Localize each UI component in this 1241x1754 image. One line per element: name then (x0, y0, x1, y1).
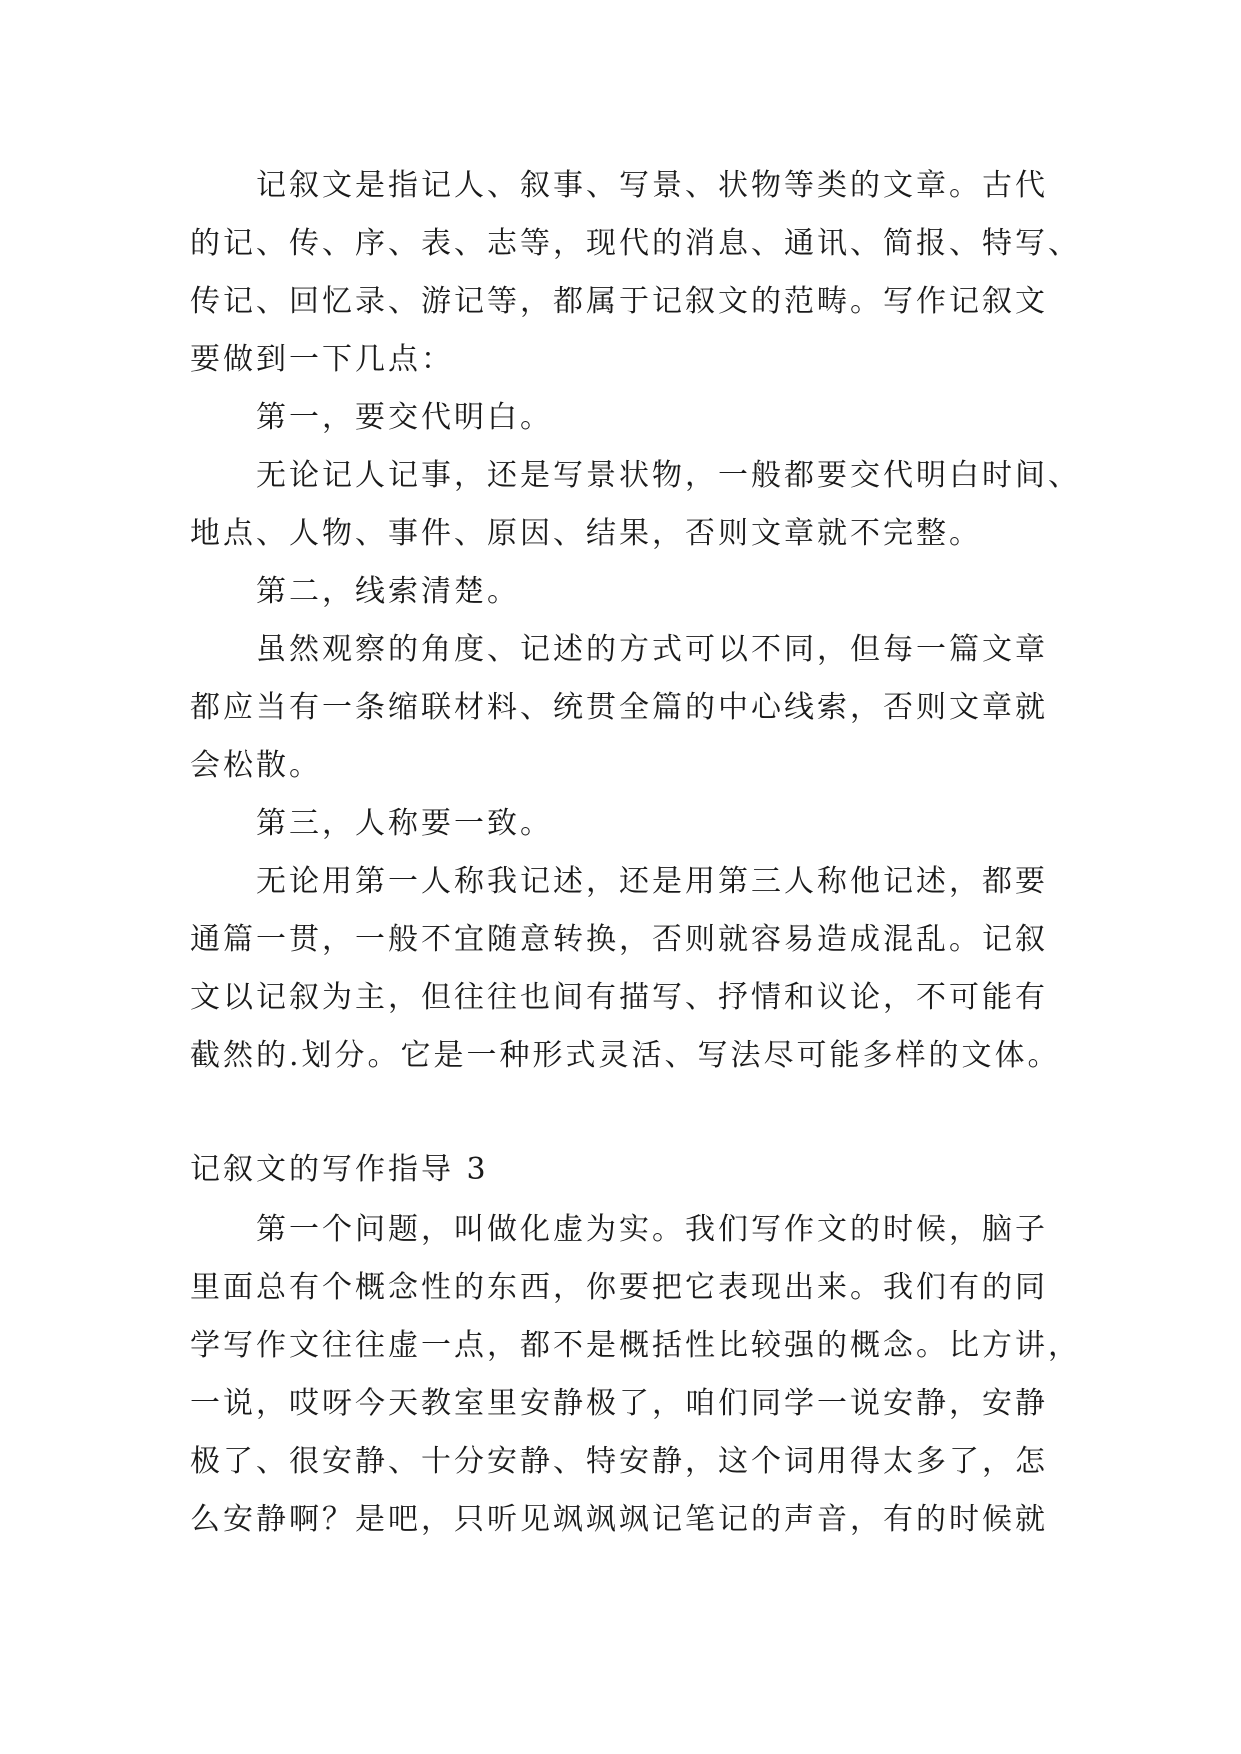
paragraph-line: 么安静啊？是吧，只听见飒飒飒记笔记的声音，有的时候就 (190, 1502, 1048, 1537)
section-heading: 第三，人称要一致。 (256, 806, 553, 841)
paragraph-line: 学写作文往往虚一点，都不是概括性比较强的概念。比方讲， (190, 1328, 1081, 1363)
paragraph-line: 会松散。 (190, 748, 322, 783)
paragraph-line: 第一个问题，叫做化虚为实。我们写作文的时候，脑子 (256, 1212, 1048, 1247)
paragraph-line: 都应当有一条缩联材料、统贯全篇的中心线索，否则文章就 (190, 690, 1048, 725)
paragraph-line: 通篇一贯，一般不宜随意转换，否则就容易造成混乱。记叙 (190, 922, 1048, 957)
paragraph-line: 截然的.划分。它是一种形式灵活、写法尽可能多样的文体。 (190, 1038, 1061, 1073)
paragraph-line: 极了、很安静、十分安静、特安静，这个词用得太多了，怎 (190, 1444, 1048, 1479)
paragraph-line: 要做到一下几点： (190, 342, 454, 377)
section-heading: 第一，要交代明白。 (256, 400, 553, 435)
paragraph-line: 无论记人记事，还是写景状物，一般都要交代明白时间、 (256, 458, 1081, 493)
paragraph-line: 一说，哎呀今天教室里安静极了，咱们同学一说安静，安静 (190, 1386, 1048, 1421)
section-heading: 第二，线索清楚。 (256, 574, 520, 609)
paragraph-line: 虽然观察的角度、记述的方式可以不同，但每一篇文章 (256, 632, 1048, 667)
paragraph-line: 地点、人物、事件、原因、结果，否则文章就不完整。 (190, 516, 982, 551)
paragraph-line: 无论用第一人称我记述，还是用第三人称他记述，都要 (256, 864, 1048, 899)
paragraph-line: 里面总有个概念性的东西，你要把它表现出来。我们有的同 (190, 1270, 1048, 1305)
paragraph-line: 记叙文是指记人、叙事、写景、状物等类的文章。古代 (256, 168, 1048, 203)
paragraph-line: 的记、传、序、表、志等，现代的消息、通讯、简报、特写、 (190, 226, 1081, 261)
paragraph-line: 文以记叙为主，但往往也间有描写、抒情和议论，不可能有 (190, 980, 1048, 1015)
article-title: 记叙文的写作指导 3 (190, 1152, 489, 1187)
paragraph-line: 传记、回忆录、游记等，都属于记叙文的范畴。写作记叙文 (190, 284, 1048, 319)
